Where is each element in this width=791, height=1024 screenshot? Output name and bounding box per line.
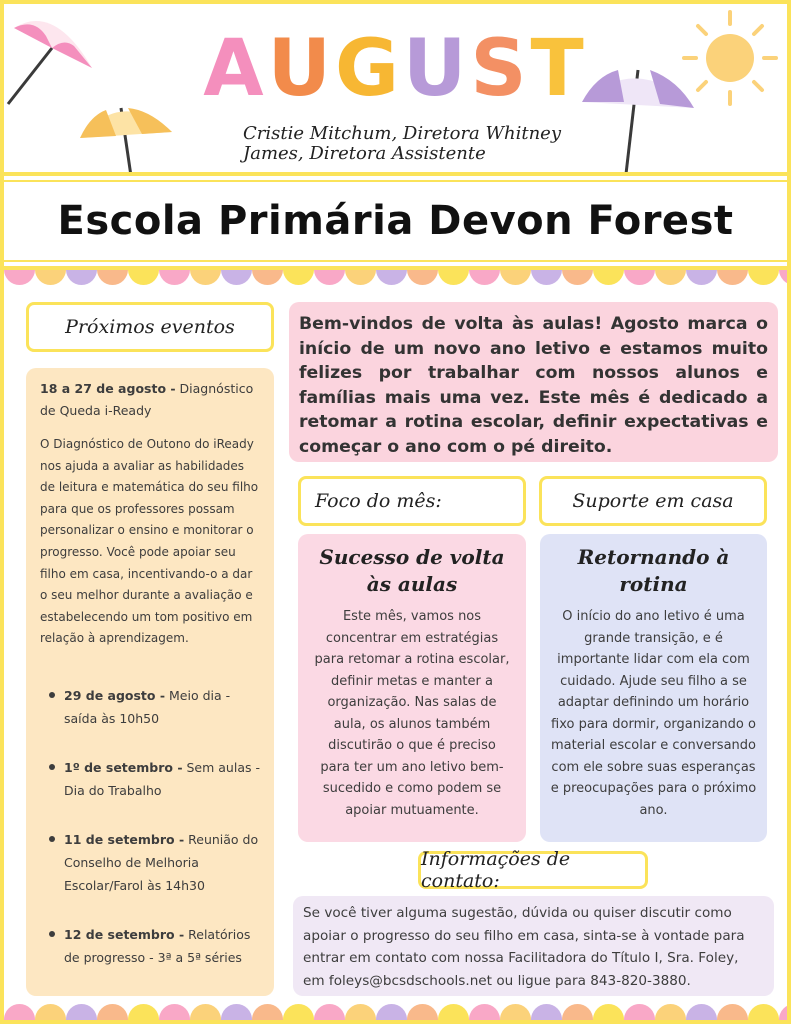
event-item (40, 684, 262, 730)
scallop-dot (97, 1004, 128, 1020)
support-label: Suporte em casa (539, 476, 767, 526)
focus-card (298, 534, 526, 842)
scallop-dot (314, 1004, 345, 1020)
scallop-dot (159, 1004, 190, 1020)
scallop-dot (717, 270, 748, 285)
scallop-dot (221, 270, 252, 285)
title-letter: U (403, 24, 471, 114)
scallop-dot (500, 1004, 531, 1020)
event-date: 12 de setembro - (64, 926, 185, 942)
main-event-date: 18 a 27 de agosto - (40, 381, 176, 396)
focus-text: Este mês, vamos nos concentrar em estratégias para retomar a rotina escolar, definir metas e manter a organização. Nas salas de aula, os alunos também discutirão o que é preciso para ter um ano letivo bem-sucedido e como podem se apoiar mutuamente. (314, 609, 510, 818)
event-date: 11 de setembro - (64, 831, 185, 847)
title-letter: A (203, 24, 268, 114)
contact-card: Se você tiver alguma sugestão, dúvida ou quiser discutir como apoiar o progresso do seu filho em casa, sinta-se à vontade para entrar em contato com nossa Facilitadora do Título I, Sra. Foley, em foleys@bcsdschools.net ou ligue para 843-820-3880. (293, 896, 774, 996)
scallop-dot (562, 1004, 593, 1020)
scallop-dot (593, 1004, 624, 1020)
event-text: Reunião do Conselho de Melhoria Escolar/Farol às 14h30 (64, 831, 259, 893)
scallop-dot (531, 270, 562, 285)
scallop-dot (376, 1004, 407, 1020)
scallop-dot (407, 270, 438, 285)
scallop-dot (438, 1004, 469, 1020)
main-event-description: O Diagnóstico de Outono do iReady nos ajuda a avaliar as habilidades de leitura e matemática do seu filho para que os professores possam personalizar o ensino e monitorar o progresso. Você pode apoiar seu filho em casa, incentivando-o a dar o seu melhor durante a avaliação e estabelecendo um tom positivo em relação à aprendizagem. (40, 437, 259, 646)
scallop-dot (531, 1004, 562, 1020)
scallop-dot (469, 270, 500, 285)
scallop-dot (779, 1004, 787, 1020)
scallop-dot (748, 1004, 779, 1020)
scallop-dot (66, 270, 97, 285)
scallop-dot (593, 270, 624, 285)
title-letter: G (334, 24, 403, 114)
school-banner (4, 172, 787, 270)
month-title (0, 24, 791, 114)
scallop-dot (4, 1004, 35, 1020)
event-text: Sem aulas - Dia do Trabalho (64, 759, 260, 798)
events-label: Próximos eventos (26, 302, 274, 352)
event-item (40, 923, 262, 969)
events-list (40, 684, 262, 969)
scallop-dot (190, 270, 221, 285)
event-date: 1º de setembro - (64, 759, 183, 775)
focus-heading: Sucesso de volta às aulas (319, 545, 505, 596)
scallop-dot (35, 270, 66, 285)
scallop-dot (345, 1004, 376, 1020)
scallop-dot (4, 270, 35, 285)
event-item (40, 756, 262, 802)
scallop-dot (686, 270, 717, 285)
scallop-dot (686, 1004, 717, 1020)
event-text: Meio dia - saída às 10h50 (64, 687, 231, 726)
scallop-dot (252, 270, 283, 285)
scallop-dot (283, 270, 314, 285)
scallop-dot (314, 270, 345, 285)
welcome-message: Bem-vindos de volta às aulas! Agosto marca o início de um novo ano letivo e estamos muito felizes por trabalhar com nossos alunos e famílias mais uma vez. Este mês é dedicado a retomar a rotina escolar, definir expectativas e começar o ano com o pé direito. (289, 302, 778, 462)
scallop-dot (221, 1004, 252, 1020)
scallop-dot (407, 1004, 438, 1020)
events-card (26, 368, 274, 996)
scallop-dot (562, 270, 593, 285)
scallop-dot (35, 1004, 66, 1020)
principals-subtitle: Cristie Mitchum, Diretora Whitney James, Diretora Assistente (243, 123, 562, 164)
support-heading: Retornando à rotina (577, 545, 730, 596)
title-letter: T (530, 24, 588, 114)
focus-label: Foco do mês: (298, 476, 526, 526)
scallop-dot (252, 1004, 283, 1020)
scallop-dot (469, 1004, 500, 1020)
scallop-dot (345, 270, 376, 285)
title-letter: S (470, 24, 531, 114)
scallop-border-top (4, 270, 787, 288)
support-card (540, 534, 767, 842)
scallop-dot (159, 270, 190, 285)
scallop-dot (283, 1004, 314, 1020)
scallop-dot (190, 1004, 221, 1020)
title-letter: U (267, 24, 335, 114)
main-event (40, 378, 262, 422)
scallop-dot (438, 270, 469, 285)
event-text: Relatórios de progresso - 3ª a 5ª séries (64, 926, 251, 965)
main-event-title: Diagnóstico de Queda i-Ready (40, 381, 254, 418)
event-item (40, 828, 262, 897)
scallop-dot (624, 270, 655, 285)
scallop-dot (748, 270, 779, 285)
support-text: O início do ano letivo é uma grande transição, e é importante lidar com ela com cuidado. Ajude seu filho a se adaptar definindo um horário fixo para dormir, organizando o material escolar e conversando com ele sobre suas esperanças e preocupações para o próximo ano. (550, 609, 757, 818)
scallop-dot (128, 1004, 159, 1020)
scallop-dot (779, 270, 787, 285)
scallop-dot (655, 270, 686, 285)
school-name: Escola Primária Devon Forest (57, 198, 734, 244)
event-date: 29 de agosto - (64, 687, 166, 703)
contact-label: Informações de contato: (418, 851, 648, 889)
scallop-dot (500, 270, 531, 285)
scallop-dot (128, 270, 159, 285)
scallop-dot (376, 270, 407, 285)
scallop-dot (655, 1004, 686, 1020)
scallop-dot (624, 1004, 655, 1020)
scallop-dot (97, 270, 128, 285)
scallop-border-bottom (4, 1004, 787, 1020)
scallop-dot (717, 1004, 748, 1020)
scallop-dot (66, 1004, 97, 1020)
